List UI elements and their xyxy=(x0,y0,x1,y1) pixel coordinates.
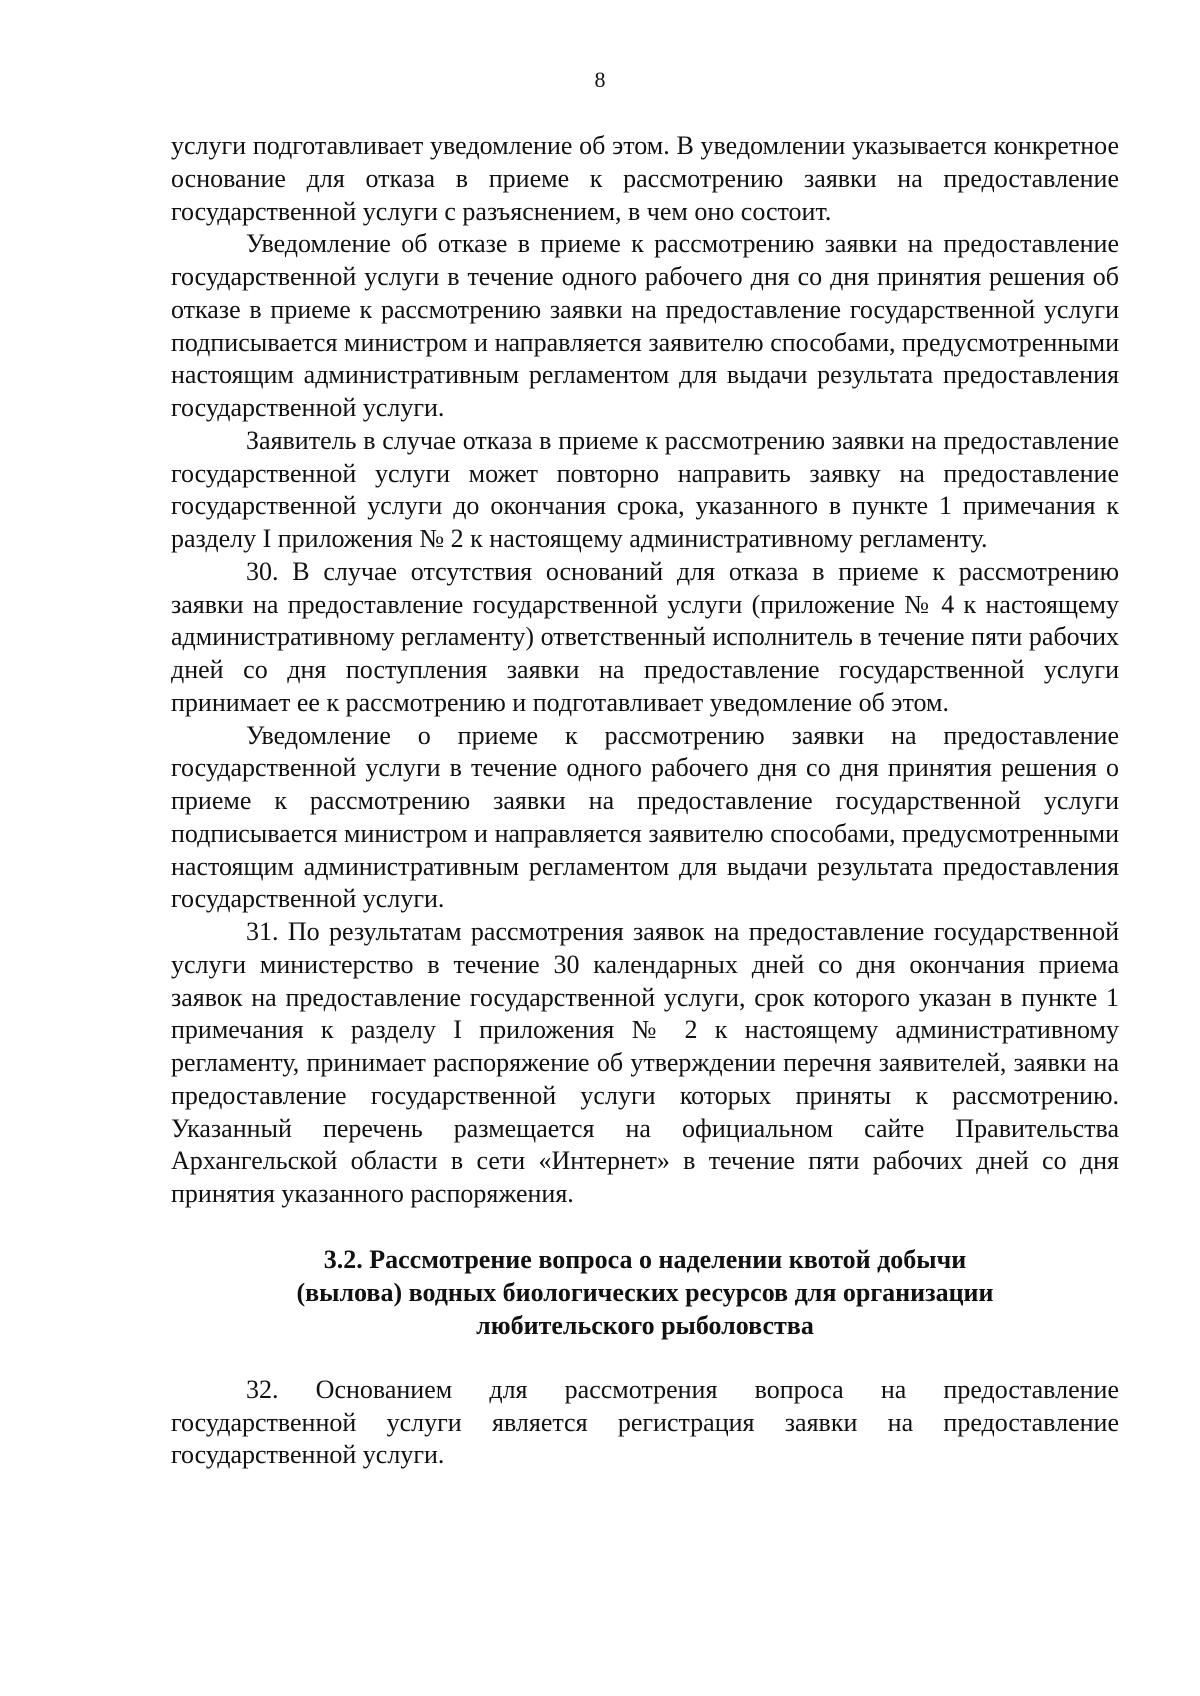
page-number: 8 xyxy=(594,67,606,92)
section-heading-line: (вылова) водных биологических ресурсов для организации xyxy=(296,1277,994,1307)
paragraph-resubmission: Заявитель в случае отказа в приеме к рассмотрению заявки на предоставление государственной услуги может повторно направить заявку на предоставление государственной услуги до окончания срока, указанного в пункте 1 примечания к разделу I приложения № 2 к настоящему административному регламенту. xyxy=(171,425,1119,553)
paragraph-32: 32. Основанием для рассмотрения вопроса на предоставление государственной услуги является регистрация заявки на предоставление государственной услуги. xyxy=(171,1374,1119,1470)
section-heading xyxy=(171,1243,1119,1342)
paragraph-30: 30. В случае отсутствия оснований для отказа в приеме к рассмотрению заявки на предоставление государственной услуги (приложение № 4 к настоящему административному регламенту) ответственный исполнитель в течение пяти рабочих дней со дня поступления заявки на предоставление государственной услуги принимает ее к рассмотрению и подготавливает уведомление об этом. xyxy=(171,556,1119,717)
paragraph-acceptance-notice: Уведомление о приеме к рассмотрению заявки на предоставление государственной услуги в течение одного рабочего дня со дня принятия решения о приеме к рассмотрению заявки на предоставление государственной услуги подписывается министром и направляется заявителю способами, предусмотренными настоящим административным регламентом для выдачи результата предоставления государственной услуги. xyxy=(171,720,1119,914)
paragraph-continuation: услуги подготавливает уведомление об этом. В уведомлении указывается конкретное основание для отказа в приеме к рассмотрению заявки на предоставление государственной услуги с разъяснением, в чем оно состоит. xyxy=(171,131,1119,226)
document-body xyxy=(171,130,1119,1472)
section-heading-line: любительского рыболовства xyxy=(476,1310,814,1340)
section-heading-line: 3.2. Рассмотрение вопроса о наделении квотой добычи xyxy=(323,1244,967,1274)
paragraph-refusal-notice: Уведомление об отказе в приеме к рассмотрению заявки на предоставление государственной услуги в течение одного рабочего дня со дня принятия решения об отказе в приеме к рассмотрению заявки на предоставление государственной услуги подписывается министром и направляется заявителю способами, предусмотренными настоящим административным регламентом для выдачи результата предоставления государственной услуги. xyxy=(171,229,1119,422)
paragraph-31: 31. По результатам рассмотрения заявок на предоставление государственной услуги министерство в течение 30 календарных дней со дня окончания приема заявок на предоставление государственной услуги, срок которого указан в пункте 1 примечания к разделу I приложения № 2 к настоящему административному регламенту, принимает распоряжение об утверждении перечня заявителей, заявки на предоставление государственной услуги которых приняты к рассмотрению. Указанный перечень размещается на официальном сайте Правительства Архангельской области в сети «Интернет» в течение пяти рабочих дней со дня принятия указанного распоряжения. xyxy=(171,917,1119,1208)
